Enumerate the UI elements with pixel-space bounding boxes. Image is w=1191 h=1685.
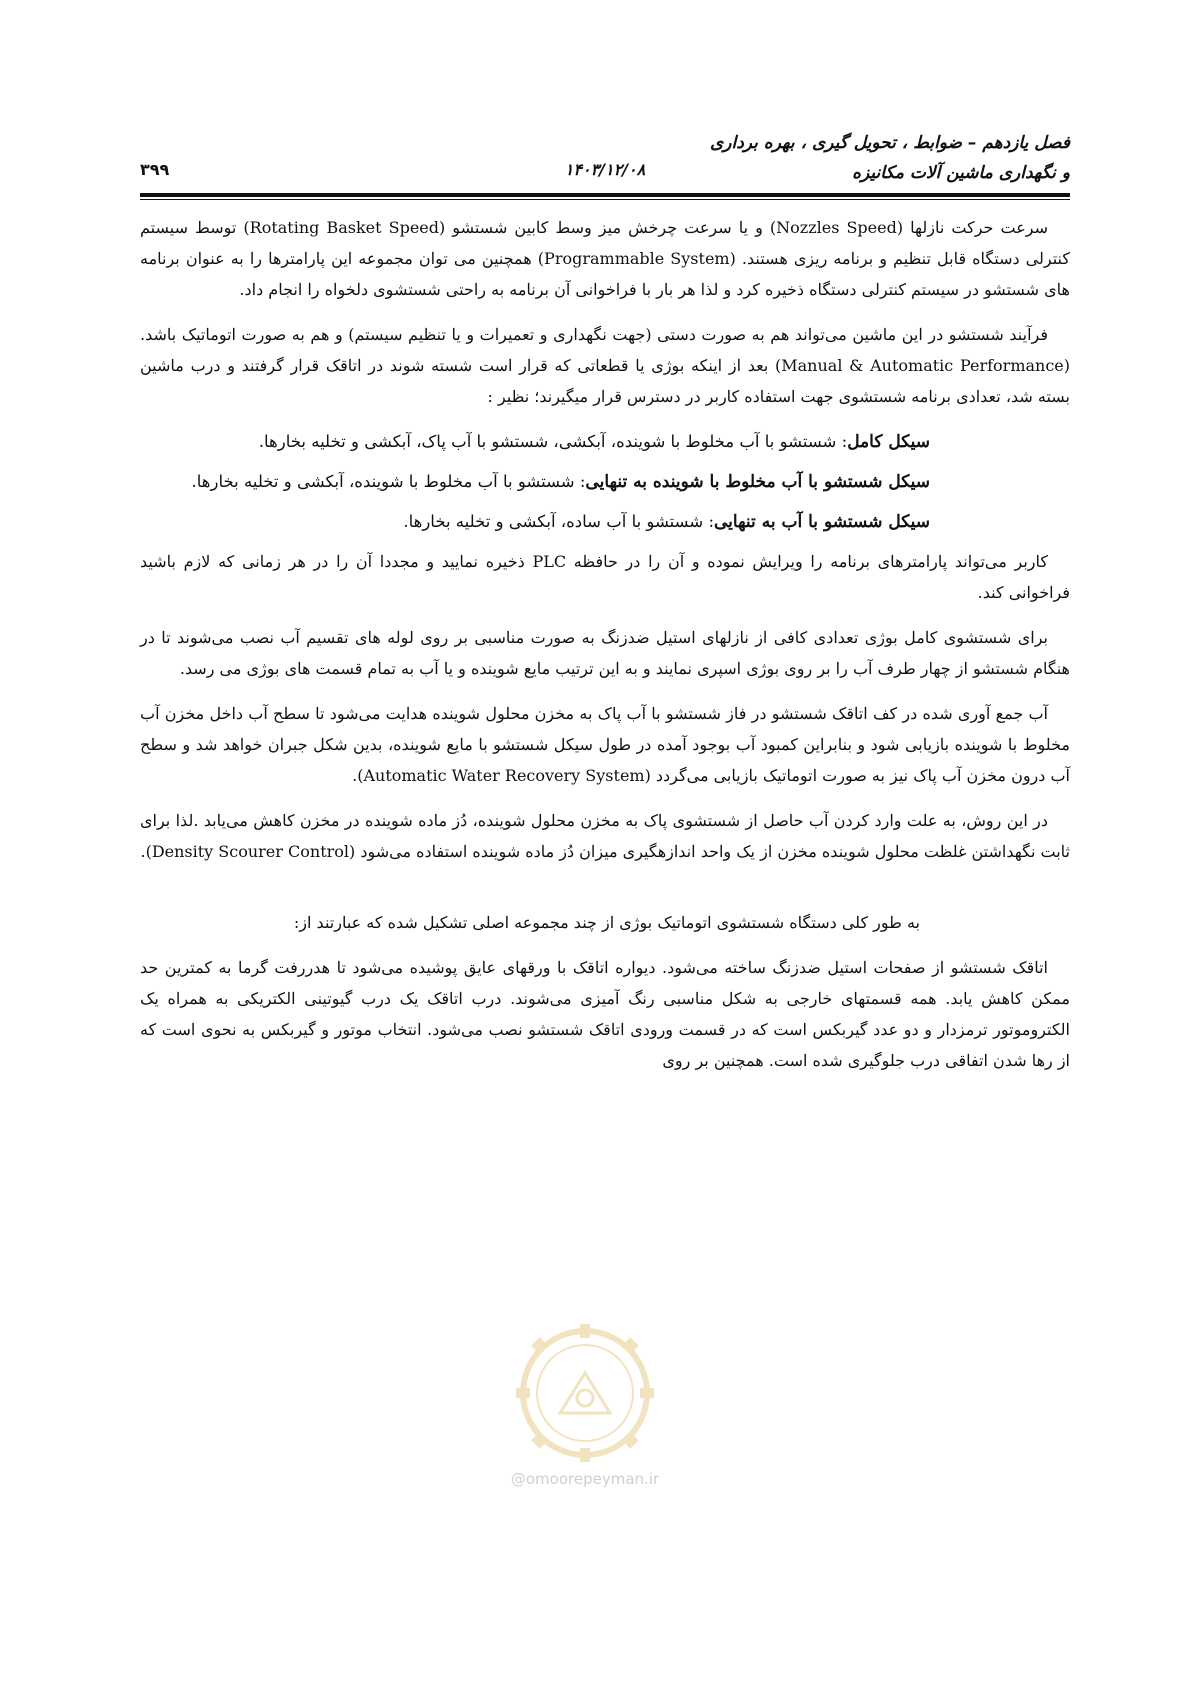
chapter-title-line2: و نگهداری ماشین آلات مکانیزه [852, 163, 1070, 183]
chapter-title-line1: فصل یازدهم – ضوابط ، تحویل گیری ، بهره برداری [709, 133, 1070, 153]
watermark-text: @omoorepeyman.ir [510, 1470, 660, 1488]
list-item-term: سیکل کامل [847, 432, 930, 452]
list-item-term: سیکل شستشو با آب به تنهایی [714, 512, 930, 532]
list-item-desc: : شستشو با آب ساده، آبکشی و تخلیه بخارها. [403, 512, 715, 531]
paragraph-nozzle-speed: سرعت حرکت نازلها (Nozzles Speed) و یا سرعت چرخش میز وسط کابین شستشو (Rotating Basket Speed) توسط سیستم کنترلی دستگاه قابل تنظیم و برنامه ریزی هستند. (Programmable System) همچنین می توان مجموعه این پارامترها را به عنوان برنامه های شستشو در سیستم کنترلی دستگاه ذخیره کرد و لذا هر بار با فراخوانی آن برنامه به راحتی شستشوی دلخواه را انجام داد. [140, 218, 1070, 299]
header-rule-thick [140, 193, 1070, 197]
paragraph-water-recovery: آب جمع آوری شده در کف اتاقک شستشو در فاز شستشو با آب پاک به مخزن محلول شوینده هدایت می‌شود تا سطح آب داخل مخزن آب مخلوط با شوینده بازیابی شود و بنابراین کمبود آب بوجود آمده در طول سیکل شستشو با مایع شوینده، بدین شکل جبران خواهد شد و سطح آب درون مخزن آب پاک نیز به صورت اتوماتیک بازیابی می‌گردد (Automatic Water Recovery System). [140, 704, 1070, 785]
paragraph-plc: کاربر می‌تواند پارامترهای برنامه را ویرایش نموده و آن را در حافظه PLC ذخیره نمایید و مجددا آن را در هر زمانی که لازم باشید فراخوانی کند. [140, 552, 1070, 602]
watermark [500, 1318, 670, 1503]
list-item-desc: : شستشو با آب مخلوط با شوینده، آبکشی، شستشو با آب پاک، آبکشی و تخلیه بخارها. [258, 432, 848, 451]
paragraph-wash-process: فرآیند شستشو در این ماشین می‌تواند هم به صورت دستی (جهت نگهداری و تعمیرات و یا تنظیم سیستم) و هم به صورت اتوماتیک باشد. (Manual & Automatic Performance) بعد از اینکه بوژی یا قطعاتی که قرار است شسته شوند در اتاقک قرار گرفتند و درب ماشین بسته شد، تعدادی برنامه شستشوی جهت استفاده کاربر در دسترس قرار میگیرند؛ نظیر : [140, 325, 1071, 406]
list-item-term: سیکل شستشو با آب مخلوط با شوینده به تنهایی [585, 472, 930, 492]
page-number: ۳۹۹ [140, 160, 170, 179]
list-item-water-cycle [140, 506, 1070, 538]
page-header [140, 128, 1070, 196]
list-item-detergent-cycle [140, 466, 1070, 498]
paragraph-nozzles: برای شستشوی کامل بوژی تعدادی کافی از نازلهای استیل ضدزنگ به صورت مناسبی بر روی لوله های تقسیم آب نصب می‌شوند تا در هنگام شستشو از چهار طرف آب را بر روی بوژی اسپری نمایند و به این ترتیب مایع شوینده و یا آب به تمام قسمت های بوژی می رسد. [140, 628, 1070, 678]
body-text [140, 212, 1070, 1090]
header-date: ۱۴۰۳/۱۲/۰۸ [564, 160, 646, 179]
paragraph-main-assemblies: به طور کلی دستگاه شستشوی اتوماتیک بوژی از چند مجموعه اصلی تشکیل شده که عبارتند از: [293, 913, 920, 932]
header-rule-thin [140, 199, 1070, 200]
chapter-title [710, 128, 1070, 188]
list-item-full-cycle [140, 426, 1070, 458]
paragraph-density-control: در این روش، به علت وارد کردن آب حاصل از شستشوی پاک به مخزن محلول شوینده، دُز ماده شوینده در مخزن کاهش می‌یابد .لذا برای ثابت نگهداشتن غلظت محلول شوینده مخزن از یک واحد اندازهگیری میزان دُز ماده شوینده استفاده می‌شود (Density Scourer Control). [140, 811, 1070, 861]
watermark-emblem-icon [500, 1318, 670, 1468]
list-item-desc: : شستشو با آب مخلوط با شوینده، آبکشی و تخلیه بخارها. [191, 472, 586, 491]
header-rule [140, 193, 1070, 200]
paragraph-wash-chamber: اتاقک شستشو از صفحات استیل ضدزنگ ساخته می‌شود. دیواره اتاقک با ورقهای عایق پوشیده می‌شود تا هدررفت گرما به کمترین حد ممکن کاهش یابد. همه قسمتهای خارجی به شکل مناسبی رنگ آمیزی می‌شوند. درب اتاقک یک درب گیوتینی الکتریکی به همراه یک الکتروموتور ترمزدار و دو عدد گیربکس است که در قسمت ورودی اتاقک شستشو نصب می‌شود. انتخاب موتور و گیربکس به نحوی است که از رها شدن اتفاقی درب جلوگیری شده است. همچنین بر روی [140, 958, 1070, 1070]
